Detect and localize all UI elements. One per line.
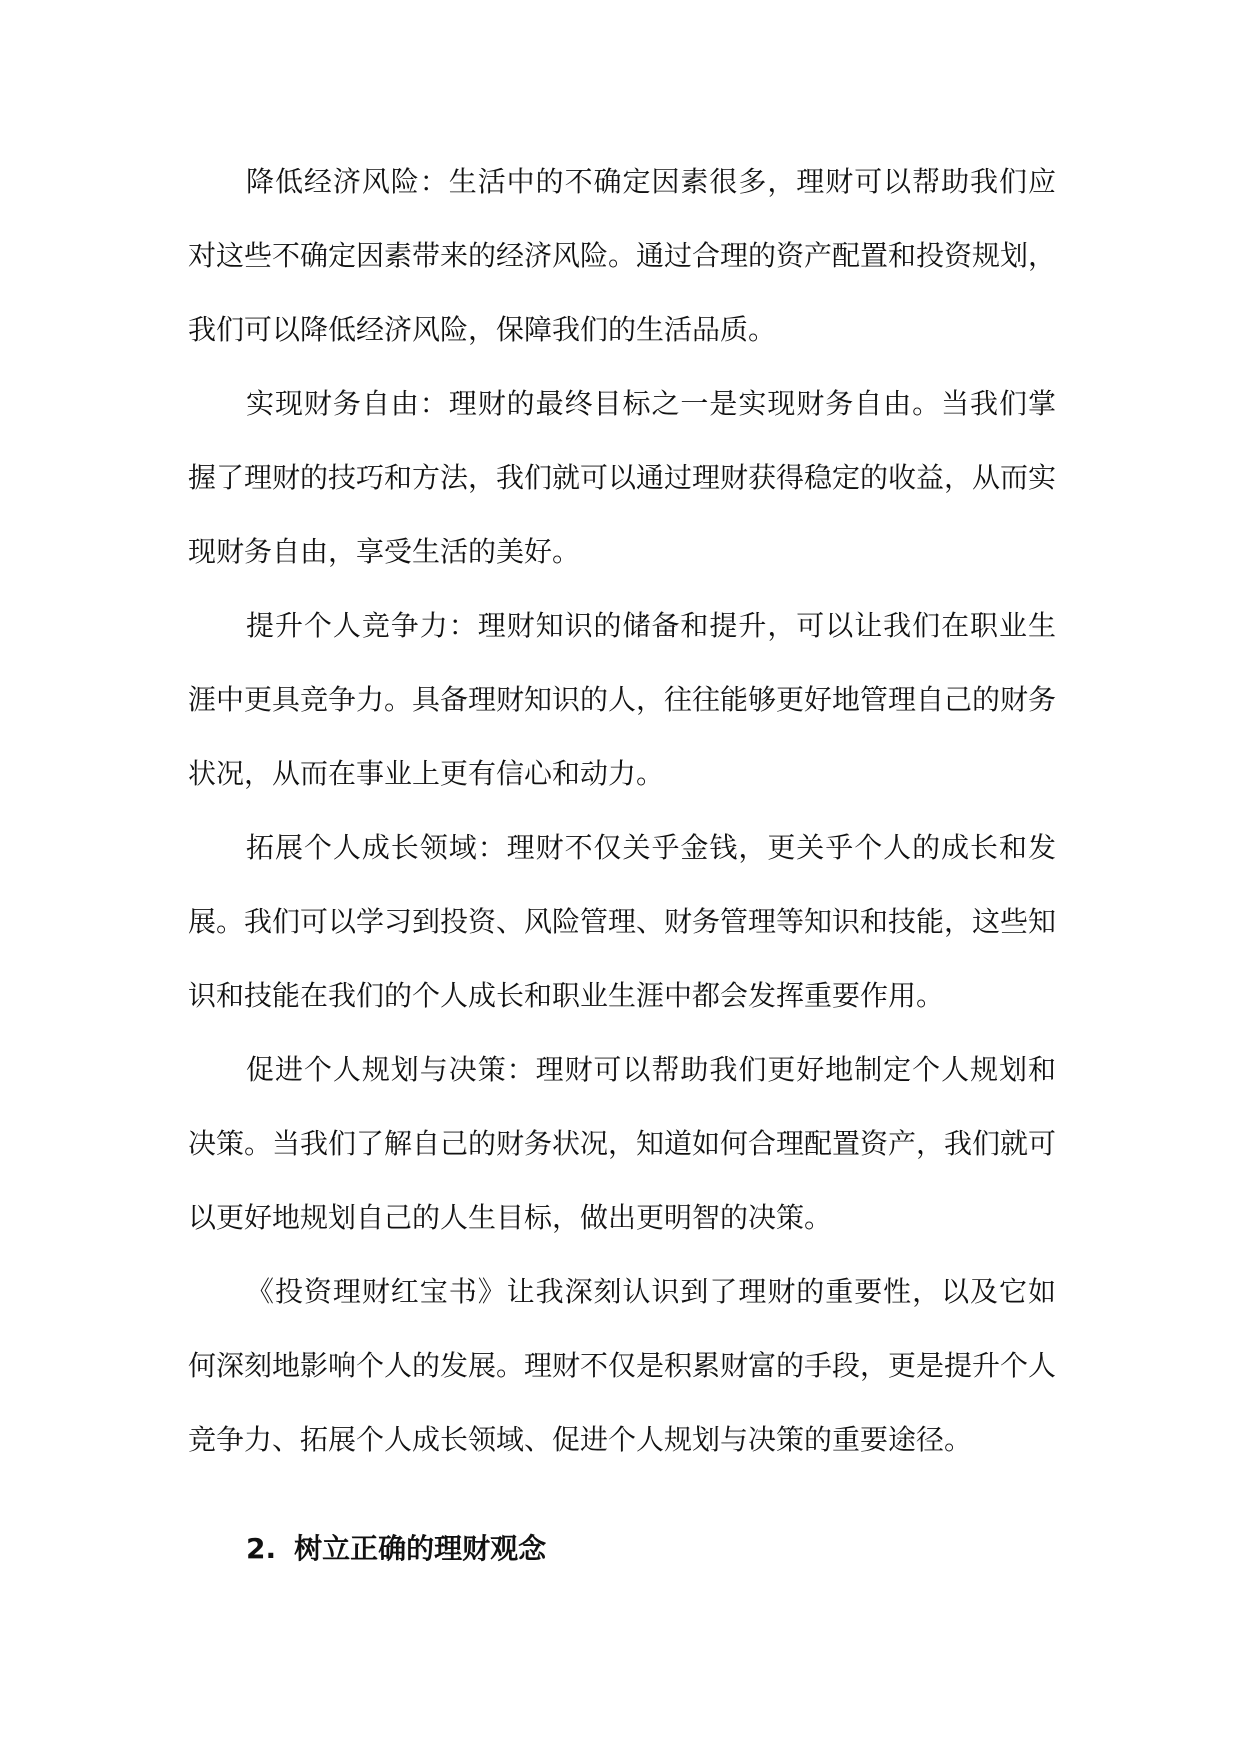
section-heading [246,1519,1056,1579]
document-body [188,145,1056,1579]
paragraph-personal-competitiveness: 提升个人竞争力：理财知识的储备和提升，可以让我们在职业生涯中更具竞争力。具备理财知识的人，往往能够更好地管理自己的财务状况，从而在事业上更有信心和动力。 [188,609,1057,790]
section-number: 2. [246,1532,277,1565]
paragraph-financial-freedom: 实现财务自由：理财的最终目标之一是实现财务自由。当我们掌握了理财的技巧和方法，我们就可以通过理财获得稳定的收益，从而实现财务自由，享受生活的美好。 [188,387,1057,568]
paragraph-book-summary: 《投资理财红宝书》让我深刻认识到了理财的重要性，以及它如何深刻地影响个人的发展。理财不仅是积累财富的手段，更是提升个人竞争力、拓展个人成长领域、促进个人规划与决策的重要途径。 [188,1275,1057,1456]
section-title: 树立正确的理财观念 [294,1532,547,1565]
paragraph-personal-growth: 拓展个人成长领域：理财不仅关乎金钱，更关乎个人的成长和发展。我们可以学习到投资、风险管理、财务管理等知识和技能，这些知识和技能在我们的个人成长和职业生涯中都会发挥重要作用。 [188,831,1057,1012]
paragraph-reduce-economic-risk: 降低经济风险：生活中的不确定因素很多，理财可以帮助我们应对这些不确定因素带来的经济风险。通过合理的资产配置和投资规划，我们可以降低经济风险，保障我们的生活品质。 [188,165,1057,346]
paragraph-planning-decisions: 促进个人规划与决策：理财可以帮助我们更好地制定个人规划和决策。当我们了解自己的财务状况，知道如何合理配置资产，我们就可以更好地规划自己的人生目标，做出更明智的决策。 [188,1053,1057,1234]
